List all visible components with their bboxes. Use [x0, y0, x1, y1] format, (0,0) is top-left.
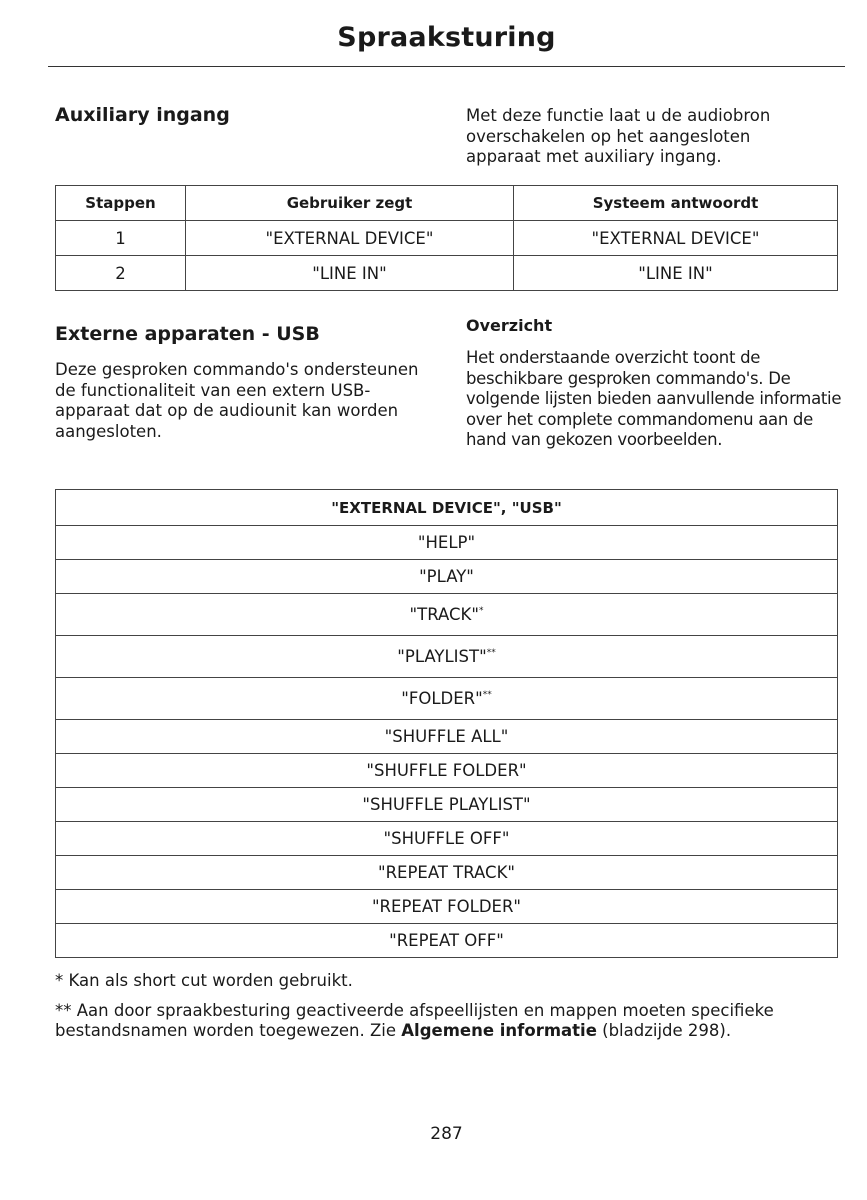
aux-heading: Auxiliary ingang [55, 104, 230, 126]
usb-table-header [56, 490, 838, 526]
command-cell: "PLAY" [56, 560, 838, 594]
general-info-link[interactable]: Algemene informatie [401, 1021, 597, 1040]
user-says-cell: "LINE IN" [186, 256, 514, 291]
table-row [56, 890, 838, 924]
table-row [56, 560, 838, 594]
command-cell: "FOLDER"** [56, 678, 838, 720]
usb-commands-table [55, 489, 838, 958]
table-row [56, 221, 838, 256]
footnote-shortcut: * Kan als short cut worden gebruikt. [55, 971, 353, 990]
table-row [56, 256, 838, 291]
command-cell: "SHUFFLE OFF" [56, 822, 838, 856]
command-cell: "SHUFFLE FOLDER" [56, 754, 838, 788]
table-row [56, 526, 838, 560]
overview-description: Het onderstaande overzicht toont de beschikbare gesproken commando's. De volgende lijsten bieden aanvullende informatie over het complete commandomenu aan de hand van gekozen voorbeelden. [466, 348, 842, 449]
command-cell: "REPEAT OFF" [56, 924, 838, 958]
command-cell: "SHUFFLE ALL" [56, 720, 838, 754]
step-number: 1 [56, 221, 186, 256]
header-divider [48, 66, 845, 67]
table-row [56, 924, 838, 958]
steps-table-header [56, 186, 838, 221]
page-number: 287 [430, 1124, 463, 1144]
command-cell: "TRACK"* [56, 594, 838, 636]
table-row [56, 754, 838, 788]
aux-description: Met deze functie laat u de audiobron overschakelen op het aangesloten apparaat met auxiliary ingang. [466, 106, 771, 166]
system-responds-cell: "EXTERNAL DEVICE" [514, 221, 838, 256]
table-row [56, 636, 838, 678]
command-cell: "PLAYLIST"** [56, 636, 838, 678]
usb-description: Deze gesproken commando's ondersteunen de functionaliteit van een extern USB-apparaat dat op de audiounit kan worden aangesloten. [55, 360, 419, 441]
system-responds-cell: "LINE IN" [514, 256, 838, 291]
table-row [56, 856, 838, 890]
footnote-filenames: ** Aan door spraakbesturing geactiveerde afspeellijsten en mappen moeten specifieke bestandsnamen worden toegewezen. Zie Algemene informatie (bladzijde 298). [55, 1000, 774, 1040]
usb-table-header-cell: "EXTERNAL DEVICE", "USB" [56, 490, 838, 526]
command-cell: "REPEAT FOLDER" [56, 890, 838, 924]
table-row [56, 594, 838, 636]
usb-heading: Externe apparaten - USB [55, 323, 320, 345]
footnotes [55, 971, 845, 1051]
col-header-steps: Stappen [56, 186, 186, 221]
steps-table [55, 185, 838, 291]
page-title: Spraaksturing [337, 22, 556, 53]
command-cell: "SHUFFLE PLAYLIST" [56, 788, 838, 822]
step-number: 2 [56, 256, 186, 291]
col-header-system-responds: Systeem antwoordt [514, 186, 838, 221]
command-cell: "HELP" [56, 526, 838, 560]
command-cell: "REPEAT TRACK" [56, 856, 838, 890]
table-row [56, 788, 838, 822]
overview-heading: Overzicht [466, 316, 553, 335]
table-row [56, 822, 838, 856]
table-row [56, 720, 838, 754]
table-row [56, 678, 838, 720]
user-says-cell: "EXTERNAL DEVICE" [186, 221, 514, 256]
col-header-user-says: Gebruiker zegt [186, 186, 514, 221]
